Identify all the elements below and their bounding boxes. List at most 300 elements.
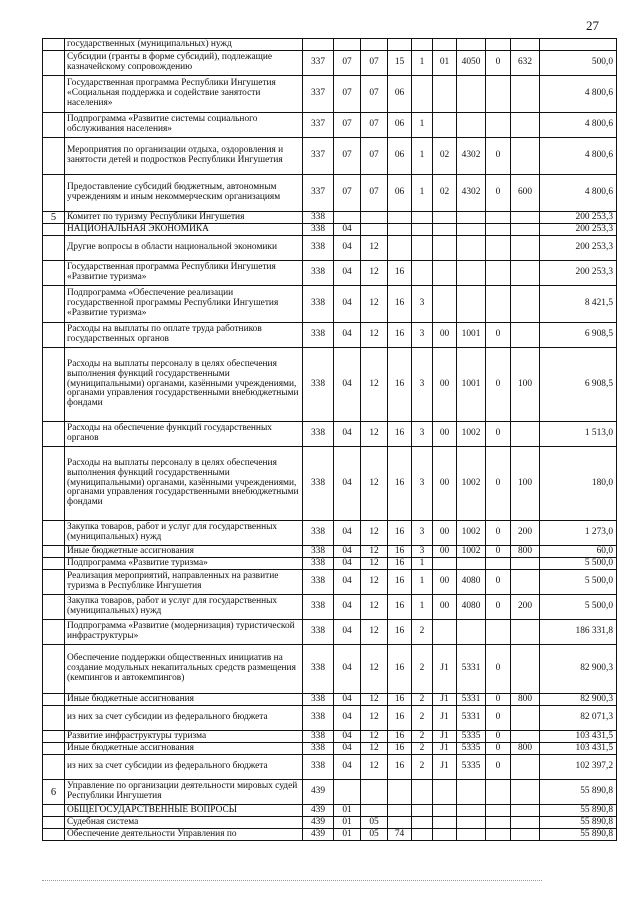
row-number <box>43 76 65 113</box>
item-name: Расходы на выплаты персоналу в целях обеспечения выполнения функций государственными (муниципальными) органами, казёнными учреждениями, органами управления государственными внебюджетными фондами <box>65 348 303 422</box>
code-cell: 0 <box>486 706 511 731</box>
amount-cell: 200 253,3 <box>540 212 617 224</box>
code-cell <box>433 236 457 261</box>
code-cell: 07 <box>334 138 361 175</box>
code-cell: 3 <box>412 422 433 447</box>
item-name: Государственная программа Республики Ингушетия «Развитие туризма» <box>65 261 303 286</box>
code-cell <box>412 817 433 829</box>
code-cell: 04 <box>334 348 361 422</box>
code-cell <box>486 212 511 224</box>
code-cell: 0 <box>486 595 511 620</box>
code-cell: 06 <box>388 76 412 113</box>
table-row <box>43 558 617 570</box>
code-cell: 12 <box>361 743 388 755</box>
code-cell <box>457 805 486 817</box>
code-cell <box>486 558 511 570</box>
code-cell: 12 <box>361 706 388 731</box>
code-cell: 439 <box>303 829 334 841</box>
code-cell <box>511 422 540 447</box>
code-cell: 12 <box>361 236 388 261</box>
amount-cell: 200 253,3 <box>540 224 617 236</box>
code-cell <box>388 39 412 51</box>
item-name: Судебная система <box>65 817 303 829</box>
code-cell <box>457 236 486 261</box>
amount-cell: 1 513,0 <box>540 422 617 447</box>
code-cell <box>511 755 540 780</box>
amount-cell: 103 431,5 <box>540 743 617 755</box>
code-cell <box>511 261 540 286</box>
item-name: Субсидии (гранты в форме субсидий), подлежащие казначейскому сопровождению <box>65 51 303 76</box>
code-cell: 04 <box>334 447 361 521</box>
code-cell: 12 <box>361 620 388 645</box>
code-cell <box>486 39 511 51</box>
row-number <box>43 645 65 694</box>
code-cell: 0 <box>486 731 511 743</box>
code-cell: 2 <box>412 706 433 731</box>
code-cell: 337 <box>303 51 334 76</box>
code-cell <box>361 780 388 805</box>
code-cell <box>457 817 486 829</box>
table-row <box>43 521 617 546</box>
code-cell: 12 <box>361 570 388 595</box>
code-cell: 337 <box>303 113 334 138</box>
code-cell <box>433 817 457 829</box>
code-cell: 07 <box>361 175 388 212</box>
table-row <box>43 595 617 620</box>
code-cell: 3 <box>412 348 433 422</box>
table-row <box>43 805 617 817</box>
code-cell <box>433 261 457 286</box>
code-cell: 16 <box>388 521 412 546</box>
code-cell <box>457 261 486 286</box>
amount-cell: 82 900,3 <box>540 694 617 706</box>
code-cell: 338 <box>303 224 334 236</box>
code-cell: 0 <box>486 138 511 175</box>
item-name: Расходы на выплаты персоналу в целях обеспечения выполнения функций государственными (муниципальными) органами, казёнными учреждениями, органами управления государственными внебюджетными фондами <box>65 447 303 521</box>
code-cell <box>511 805 540 817</box>
row-number <box>43 113 65 138</box>
code-cell: 16 <box>388 323 412 348</box>
code-cell <box>388 212 412 224</box>
code-cell: 16 <box>388 731 412 743</box>
code-cell: 2 <box>412 620 433 645</box>
code-cell: 1002 <box>457 422 486 447</box>
code-cell: 01 <box>433 51 457 76</box>
code-cell <box>412 805 433 817</box>
table-row <box>43 51 617 76</box>
code-cell <box>457 212 486 224</box>
code-cell: 12 <box>361 447 388 521</box>
table-row <box>43 286 617 323</box>
code-cell: 0 <box>486 323 511 348</box>
code-cell: 04 <box>334 620 361 645</box>
code-cell: J1 <box>433 755 457 780</box>
row-number <box>43 286 65 323</box>
amount-cell: 200 253,3 <box>540 236 617 261</box>
table-row <box>43 175 617 212</box>
code-cell <box>361 224 388 236</box>
code-cell: 12 <box>361 645 388 694</box>
code-cell: 04 <box>334 755 361 780</box>
code-cell: J1 <box>433 743 457 755</box>
code-cell <box>412 39 433 51</box>
amount-cell: 4 800,6 <box>540 113 617 138</box>
table-row <box>43 138 617 175</box>
code-cell: 16 <box>388 595 412 620</box>
code-cell: 07 <box>334 175 361 212</box>
code-cell: 338 <box>303 348 334 422</box>
code-cell: 800 <box>511 546 540 558</box>
code-cell: 05 <box>361 829 388 841</box>
amount-cell: 1 273,0 <box>540 521 617 546</box>
amount-cell: 82 900,3 <box>540 645 617 694</box>
code-cell: 12 <box>361 521 388 546</box>
table-row <box>43 212 617 224</box>
code-cell: 338 <box>303 645 334 694</box>
item-name: Реализация мероприятий, направленных на развитие туризма в Республике Ингушетия <box>65 570 303 595</box>
code-cell: 338 <box>303 595 334 620</box>
code-cell: 04 <box>334 261 361 286</box>
code-cell: 1002 <box>457 447 486 521</box>
row-number <box>43 224 65 236</box>
code-cell: 0 <box>486 51 511 76</box>
row-number <box>43 138 65 175</box>
code-cell: 02 <box>433 138 457 175</box>
row-number <box>43 805 65 817</box>
code-cell <box>412 780 433 805</box>
code-cell: 16 <box>388 706 412 731</box>
code-cell: 12 <box>361 348 388 422</box>
code-cell: J1 <box>433 694 457 706</box>
code-cell: 16 <box>388 546 412 558</box>
row-number <box>43 447 65 521</box>
item-name: Управление по организации деятельности мировых судей Республики Ингушетия <box>65 780 303 805</box>
row-number <box>43 39 65 51</box>
code-cell <box>511 817 540 829</box>
code-cell <box>511 76 540 113</box>
item-name: Комитет по туризму Республики Ингушетия <box>65 212 303 224</box>
code-cell: 12 <box>361 558 388 570</box>
code-cell: 2 <box>412 755 433 780</box>
code-cell: 01 <box>334 817 361 829</box>
table-row <box>43 817 617 829</box>
code-cell: 338 <box>303 558 334 570</box>
code-cell: 0 <box>486 447 511 521</box>
code-cell: 06 <box>388 175 412 212</box>
amount-cell <box>540 39 617 51</box>
code-cell <box>457 286 486 323</box>
code-cell: 04 <box>334 546 361 558</box>
code-cell <box>486 805 511 817</box>
code-cell: 1001 <box>457 348 486 422</box>
table-row <box>43 224 617 236</box>
code-cell: 16 <box>388 694 412 706</box>
code-cell <box>457 620 486 645</box>
code-cell <box>511 236 540 261</box>
code-cell: 01 <box>334 805 361 817</box>
amount-cell: 186 331,8 <box>540 620 617 645</box>
code-cell: 04 <box>334 706 361 731</box>
code-cell: 632 <box>511 51 540 76</box>
item-name: Иные бюджетные ассигнования <box>65 743 303 755</box>
code-cell <box>486 113 511 138</box>
item-name: НАЦИОНАЛЬНАЯ ЭКОНОМИКА <box>65 224 303 236</box>
code-cell: 07 <box>361 51 388 76</box>
code-cell: 07 <box>334 113 361 138</box>
code-cell: 16 <box>388 620 412 645</box>
amount-cell: 60,0 <box>540 546 617 558</box>
code-cell: 0 <box>486 694 511 706</box>
amount-cell: 180,0 <box>540 447 617 521</box>
code-cell <box>334 39 361 51</box>
code-cell: 338 <box>303 694 334 706</box>
item-name: Обеспечение поддержки общественных инициатив на создание модульных некапитальных средств размещения (кемпингов и автокемпингов) <box>65 645 303 694</box>
code-cell <box>486 817 511 829</box>
code-cell: 4050 <box>457 51 486 76</box>
code-cell: 0 <box>486 570 511 595</box>
row-number <box>43 521 65 546</box>
code-cell: J1 <box>433 706 457 731</box>
table-row <box>43 348 617 422</box>
row-number <box>43 829 65 841</box>
code-cell: 2 <box>412 731 433 743</box>
code-cell: 337 <box>303 175 334 212</box>
code-cell: 74 <box>388 829 412 841</box>
code-cell: 800 <box>511 743 540 755</box>
item-name: Другие вопросы в области национальной экономики <box>65 236 303 261</box>
code-cell: 3 <box>412 323 433 348</box>
code-cell <box>457 780 486 805</box>
footer-divider <box>42 880 542 881</box>
code-cell: 439 <box>303 817 334 829</box>
code-cell: 12 <box>361 546 388 558</box>
code-cell: 04 <box>334 595 361 620</box>
amount-cell: 5 500,0 <box>540 558 617 570</box>
code-cell <box>486 76 511 113</box>
code-cell <box>511 113 540 138</box>
amount-cell: 6 908,5 <box>540 323 617 348</box>
code-cell: 0 <box>486 755 511 780</box>
row-number <box>43 706 65 731</box>
code-cell <box>361 805 388 817</box>
code-cell <box>361 212 388 224</box>
code-cell <box>433 39 457 51</box>
code-cell: 338 <box>303 570 334 595</box>
amount-cell: 4 800,6 <box>540 138 617 175</box>
code-cell: 338 <box>303 422 334 447</box>
item-name: государственных (муниципальных) нужд <box>65 39 303 51</box>
code-cell <box>486 236 511 261</box>
code-cell: 338 <box>303 521 334 546</box>
code-cell: 4080 <box>457 595 486 620</box>
table-row <box>43 731 617 743</box>
code-cell: 5335 <box>457 743 486 755</box>
code-cell: 337 <box>303 138 334 175</box>
code-cell: 16 <box>388 447 412 521</box>
code-cell: 12 <box>361 323 388 348</box>
code-cell <box>433 805 457 817</box>
code-cell: 5331 <box>457 694 486 706</box>
code-cell <box>433 558 457 570</box>
amount-cell: 5 500,0 <box>540 595 617 620</box>
code-cell: 00 <box>433 422 457 447</box>
code-cell: 07 <box>361 138 388 175</box>
code-cell: 0 <box>486 422 511 447</box>
row-number <box>43 236 65 261</box>
code-cell <box>433 620 457 645</box>
budget-table <box>42 38 617 841</box>
code-cell <box>388 805 412 817</box>
amount-cell: 55 890,8 <box>540 817 617 829</box>
table-row <box>43 447 617 521</box>
code-cell: 07 <box>361 113 388 138</box>
row-number <box>43 595 65 620</box>
code-cell <box>412 261 433 286</box>
code-cell: 16 <box>388 348 412 422</box>
code-cell: 439 <box>303 780 334 805</box>
row-number <box>43 323 65 348</box>
code-cell: 00 <box>433 570 457 595</box>
item-name: Государственная программа Республики Ингушетия «Социальная поддержка и содействие занятости населения» <box>65 76 303 113</box>
code-cell <box>457 829 486 841</box>
amount-cell: 6 908,5 <box>540 348 617 422</box>
code-cell: 2 <box>412 743 433 755</box>
code-cell: 100 <box>511 348 540 422</box>
code-cell: 1 <box>412 558 433 570</box>
code-cell <box>511 39 540 51</box>
code-cell <box>486 620 511 645</box>
item-name: Мероприятия по организации отдыха, оздоровления и занятости детей и подростков Республики Ингушетия <box>65 138 303 175</box>
code-cell <box>388 236 412 261</box>
code-cell: 0 <box>486 546 511 558</box>
table-row <box>43 743 617 755</box>
row-number: 6 <box>43 780 65 805</box>
amount-cell: 55 890,8 <box>540 829 617 841</box>
code-cell: 5335 <box>457 731 486 743</box>
amount-cell: 103 431,5 <box>540 731 617 743</box>
table-row <box>43 39 617 51</box>
item-name: Подпрограмма «Развитие туризма» <box>65 558 303 570</box>
row-number <box>43 546 65 558</box>
code-cell <box>457 224 486 236</box>
code-cell: 16 <box>388 558 412 570</box>
table-row <box>43 645 617 694</box>
amount-cell: 55 890,8 <box>540 805 617 817</box>
code-cell <box>511 620 540 645</box>
amount-cell: 4 800,6 <box>540 76 617 113</box>
item-name: Развитие инфраструктуры туризма <box>65 731 303 743</box>
code-cell: 04 <box>334 286 361 323</box>
code-cell: 06 <box>388 113 412 138</box>
code-cell: 5331 <box>457 645 486 694</box>
row-number <box>43 743 65 755</box>
table-row <box>43 76 617 113</box>
table-row <box>43 620 617 645</box>
row-number <box>43 175 65 212</box>
code-cell: 338 <box>303 236 334 261</box>
page-number: 27 <box>586 18 599 33</box>
code-cell: 12 <box>361 422 388 447</box>
item-name: Подпрограмма «Развитие (модернизация) туристической инфраструктуры» <box>65 620 303 645</box>
code-cell: 338 <box>303 706 334 731</box>
code-cell: 1 <box>412 113 433 138</box>
code-cell: 600 <box>511 175 540 212</box>
code-cell <box>334 212 361 224</box>
code-cell: 200 <box>511 595 540 620</box>
code-cell: 04 <box>334 743 361 755</box>
item-name: Закупка товаров, работ и услуг для государственных (муниципальных) нужд <box>65 595 303 620</box>
table-row <box>43 829 617 841</box>
row-number <box>43 731 65 743</box>
code-cell: 1 <box>412 595 433 620</box>
code-cell <box>412 236 433 261</box>
code-cell: 100 <box>511 447 540 521</box>
item-name: Предоставление субсидий бюджетным, автономным учреждениям и иным некоммерческим организациям <box>65 175 303 212</box>
table-row <box>43 261 617 286</box>
code-cell: J1 <box>433 645 457 694</box>
code-cell <box>361 39 388 51</box>
code-cell: 439 <box>303 805 334 817</box>
amount-cell: 200 253,3 <box>540 261 617 286</box>
code-cell <box>486 780 511 805</box>
code-cell: 07 <box>334 51 361 76</box>
code-cell: J1 <box>433 731 457 743</box>
code-cell: 12 <box>361 755 388 780</box>
code-cell: 00 <box>433 546 457 558</box>
amount-cell: 500,0 <box>540 51 617 76</box>
code-cell: 15 <box>388 51 412 76</box>
table-row <box>43 755 617 780</box>
code-cell <box>334 780 361 805</box>
code-cell <box>388 817 412 829</box>
code-cell: 338 <box>303 447 334 521</box>
row-number <box>43 755 65 780</box>
row-number <box>43 694 65 706</box>
code-cell: 16 <box>388 755 412 780</box>
table-row <box>43 706 617 731</box>
code-cell: 00 <box>433 323 457 348</box>
code-cell: 04 <box>334 236 361 261</box>
row-number: 5 <box>43 212 65 224</box>
code-cell: 06 <box>388 138 412 175</box>
code-cell: 16 <box>388 645 412 694</box>
code-cell: 0 <box>486 175 511 212</box>
code-cell: 800 <box>511 694 540 706</box>
code-cell <box>511 323 540 348</box>
code-cell <box>457 39 486 51</box>
item-name: Расходы на выплаты по оплате труда работников государственных органов <box>65 323 303 348</box>
code-cell <box>433 286 457 323</box>
code-cell: 4302 <box>457 175 486 212</box>
code-cell: 16 <box>388 422 412 447</box>
amount-cell: 4 800,6 <box>540 175 617 212</box>
code-cell: 3 <box>412 546 433 558</box>
code-cell: 04 <box>334 558 361 570</box>
code-cell: 12 <box>361 286 388 323</box>
code-cell: 12 <box>361 731 388 743</box>
code-cell <box>511 138 540 175</box>
code-cell: 1 <box>412 138 433 175</box>
code-cell: 04 <box>334 323 361 348</box>
code-cell: 04 <box>334 645 361 694</box>
row-number <box>43 261 65 286</box>
code-cell: 200 <box>511 521 540 546</box>
code-cell: 02 <box>433 175 457 212</box>
code-cell: 07 <box>361 76 388 113</box>
item-name: Подпрограмма «Развитие системы социального обслуживания населения» <box>65 113 303 138</box>
code-cell <box>412 76 433 113</box>
amount-cell: 5 500,0 <box>540 570 617 595</box>
